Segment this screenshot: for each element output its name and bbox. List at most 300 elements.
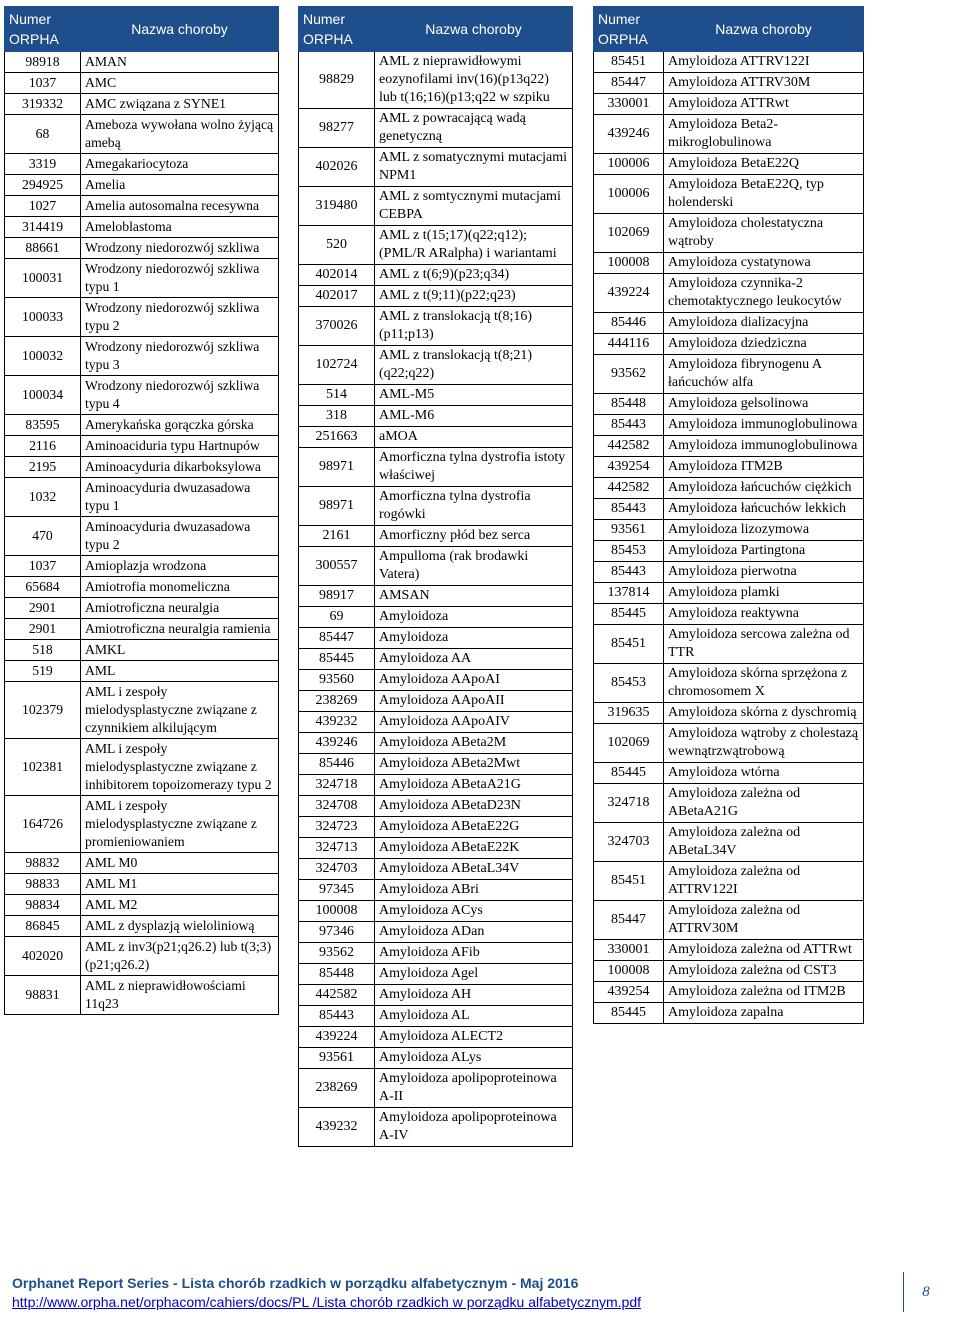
disease-name: Amyloidoza skórna sprzężona z chromosomem X: [664, 664, 864, 703]
table-row: [594, 73, 864, 94]
disease-name: Amyloidoza wątroby z cholestazą wewnątrzwątrobową: [664, 724, 864, 763]
orpha-number: 68: [5, 115, 81, 154]
disease-name: AMAN: [81, 52, 279, 73]
table-row: [299, 307, 573, 346]
orpha-number: 2901: [5, 619, 81, 640]
disease-name: Amiotrofia monomeliczna: [81, 577, 279, 598]
table-row: [299, 586, 573, 607]
disease-name: Amyloidoza sercowa zależna od TTR: [664, 625, 864, 664]
table-row: [5, 115, 279, 154]
orpha-number: 164726: [5, 796, 81, 853]
disease-name: AML z inv3(p21;q26.2) lub t(3;3)(p21;q26.2): [81, 937, 279, 976]
orpha-number: 100034: [5, 376, 81, 415]
table-header: [299, 7, 573, 52]
table-row: [299, 286, 573, 307]
disease-name: Wrodzony niedorozwój szkliwa typu 4: [81, 376, 279, 415]
disease-name: Amyloidoza skórna z dyschromią: [664, 703, 864, 724]
table-column-2: [298, 6, 573, 1147]
orpha-number: 85443: [594, 499, 664, 520]
orpha-number: 100006: [594, 175, 664, 214]
orpha-number: 83595: [5, 415, 81, 436]
disease-name: Amyloidoza łańcuchów ciężkich: [664, 478, 864, 499]
orpha-number: 324718: [594, 784, 664, 823]
orpha-number: 85453: [594, 541, 664, 562]
table-row: [299, 265, 573, 286]
orpha-number: 402026: [299, 148, 375, 187]
table-row: [5, 457, 279, 478]
disease-name: Amyloidoza ABeta2M: [375, 733, 573, 754]
table-row: [594, 313, 864, 334]
orpha-number: 102069: [594, 724, 664, 763]
table-row: [594, 901, 864, 940]
disease-name: Amyloidoza Agel: [375, 964, 573, 985]
disease-name: AML i zespoły mielodysplastyczne związane z czynnikiem alkilującym: [81, 682, 279, 739]
orpha-number: 65684: [5, 577, 81, 598]
table-row: [594, 457, 864, 478]
table-row: [299, 52, 573, 109]
disease-name: Amyloidoza Partingtona: [664, 541, 864, 562]
disease-name: Amioplazja wrodzona: [81, 556, 279, 577]
table-row: [5, 217, 279, 238]
table-column-3: [593, 6, 864, 1024]
table-row: [299, 733, 573, 754]
table-row: [299, 817, 573, 838]
disease-table: [593, 6, 864, 1024]
disease-name: Amyloidoza zapalna: [664, 1003, 864, 1024]
table-row: [5, 259, 279, 298]
table-row: [594, 703, 864, 724]
disease-name: Amyloidoza ABeta2Mwt: [375, 754, 573, 775]
table-row: [594, 436, 864, 457]
table-row: [594, 415, 864, 436]
header-disease-name: Nazwa choroby: [375, 7, 573, 52]
disease-name: Amiotroficzna neuralgia ramienia: [81, 619, 279, 640]
orpha-number: 86845: [5, 916, 81, 937]
table-header: [594, 7, 864, 52]
disease-name: Amyloidoza BetaE22Q, typ holenderski: [664, 175, 864, 214]
disease-name: Amyloidoza ABetaE22G: [375, 817, 573, 838]
orpha-number: 314419: [5, 217, 81, 238]
disease-name: AML i zespoły mielodysplastyczne związane z inhibitorem topoizomerazy typu 2: [81, 739, 279, 796]
disease-name: Amyloidoza łańcuchów lekkich: [664, 499, 864, 520]
disease-name: AMC: [81, 73, 279, 94]
table-row: [594, 214, 864, 253]
disease-name: AMKL: [81, 640, 279, 661]
disease-name: Amyloidoza AApoAII: [375, 691, 573, 712]
table-row: [594, 154, 864, 175]
orpha-number: 319635: [594, 703, 664, 724]
table-row: [299, 226, 573, 265]
table-row: [5, 196, 279, 217]
orpha-number: 324723: [299, 817, 375, 838]
orpha-number: 98833: [5, 874, 81, 895]
header-disease-name: Nazwa choroby: [664, 7, 864, 52]
orpha-number: 324718: [299, 775, 375, 796]
disease-name: Amyloidoza immunoglobulinowa: [664, 436, 864, 457]
disease-name: AMSAN: [375, 586, 573, 607]
table-row: [594, 334, 864, 355]
disease-name: Amyloidoza plamki: [664, 583, 864, 604]
orpha-number: 85445: [299, 649, 375, 670]
orpha-number: 2116: [5, 436, 81, 457]
table-row: [299, 109, 573, 148]
orpha-number: 470: [5, 517, 81, 556]
table-row: [299, 922, 573, 943]
table-row: [5, 640, 279, 661]
table-row: [594, 94, 864, 115]
orpha-number: 444116: [594, 334, 664, 355]
disease-name: Amelia autosomalna recesywna: [81, 196, 279, 217]
orpha-number: 439224: [594, 274, 664, 313]
table-row: [5, 436, 279, 457]
disease-name: AML: [81, 661, 279, 682]
disease-name: AML z nieprawidłowościami 11q23: [81, 976, 279, 1015]
orpha-number: 85446: [594, 313, 664, 334]
orpha-number: 1037: [5, 73, 81, 94]
orpha-number: 137814: [594, 583, 664, 604]
table-row: [594, 862, 864, 901]
disease-name: Amyloidoza pierwotna: [664, 562, 864, 583]
orpha-number: 402014: [299, 265, 375, 286]
table-row: [299, 838, 573, 859]
table-row: [299, 187, 573, 226]
orpha-number: 519: [5, 661, 81, 682]
disease-name: Wrodzony niedorozwój szkliwa typu 2: [81, 298, 279, 337]
orpha-number: 520: [299, 226, 375, 265]
orpha-number: 2161: [299, 526, 375, 547]
table-row: [299, 427, 573, 448]
orpha-number: 85448: [594, 394, 664, 415]
orpha-number: 442582: [299, 985, 375, 1006]
disease-name: Ameboza wywołana wolno żyjącą amebą: [81, 115, 279, 154]
disease-name: Amyloidoza zależna od CST3: [664, 961, 864, 982]
orpha-number: 98918: [5, 52, 81, 73]
orpha-number: 85453: [594, 664, 664, 703]
orpha-number: 439232: [299, 712, 375, 733]
table-row: [594, 961, 864, 982]
table-row: [594, 115, 864, 154]
orpha-number: 97345: [299, 880, 375, 901]
table-row: [5, 517, 279, 556]
disease-name: Amelia: [81, 175, 279, 196]
disease-name: Amorficzny płód bez serca: [375, 526, 573, 547]
disease-name: Amyloidoza: [375, 607, 573, 628]
table-row: [5, 415, 279, 436]
disease-name: Amyloidoza ABri: [375, 880, 573, 901]
orpha-number: 85448: [299, 964, 375, 985]
disease-name: AML z nieprawidłowymi eozynofilami inv(16)(p13q22) lub t(16;16)(p13;q22 w szpiku: [375, 52, 573, 109]
disease-name: AML z somatycznymi mutacjami NPM1: [375, 148, 573, 187]
disease-name: AML i zespoły mielodysplastyczne związane z promieniowaniem: [81, 796, 279, 853]
orpha-number: 1037: [5, 556, 81, 577]
table-row: [299, 448, 573, 487]
orpha-number: 98831: [5, 976, 81, 1015]
table-row: [299, 985, 573, 1006]
disease-name: AMC związana z SYNE1: [81, 94, 279, 115]
table-row: [5, 682, 279, 739]
table-row: [5, 94, 279, 115]
orpha-number: 102724: [299, 346, 375, 385]
disease-name: Amyloidoza wtórna: [664, 763, 864, 784]
orpha-number: 100033: [5, 298, 81, 337]
disease-name: Amiotroficzna neuralgia: [81, 598, 279, 619]
disease-name: Amyloidoza reaktywna: [664, 604, 864, 625]
orpha-number: 238269: [299, 1069, 375, 1108]
disease-name: Amyloidoza Beta2-mikroglobulinowa: [664, 115, 864, 154]
table-row: [5, 796, 279, 853]
table-row: [594, 562, 864, 583]
disease-name: Wrodzony niedorozwój szkliwa typu 3: [81, 337, 279, 376]
table-row: [5, 853, 279, 874]
orpha-number: 85451: [594, 52, 664, 73]
orpha-number: 98971: [299, 487, 375, 526]
orpha-number: 518: [5, 640, 81, 661]
table-row: [5, 874, 279, 895]
orpha-number: 98832: [5, 853, 81, 874]
orpha-number: 319480: [299, 187, 375, 226]
disease-name: Wrodzony niedorozwój szkliwa: [81, 238, 279, 259]
disease-name: Amyloidoza ACys: [375, 901, 573, 922]
orpha-number: 439224: [299, 1027, 375, 1048]
disease-name: Amyloidoza ABetaA21G: [375, 775, 573, 796]
disease-name: Amyloidoza immunoglobulinowa: [664, 415, 864, 436]
orpha-number: 514: [299, 385, 375, 406]
table-row: [5, 52, 279, 73]
header-orpha-number: Numer ORPHA: [299, 7, 375, 52]
orpha-number: 439254: [594, 982, 664, 1003]
orpha-number: 100008: [594, 961, 664, 982]
table-row: [299, 148, 573, 187]
disease-name: Aminoacyduria dwuzasadowa typu 1: [81, 478, 279, 517]
table-row: [299, 1048, 573, 1069]
orpha-number: 85443: [594, 415, 664, 436]
table-row: [5, 73, 279, 94]
header-disease-name: Nazwa choroby: [81, 7, 279, 52]
table-row: [5, 298, 279, 337]
table-row: [594, 784, 864, 823]
orpha-number: 98971: [299, 448, 375, 487]
disease-name: Amyloidoza apolipoproteinowa A-II: [375, 1069, 573, 1108]
orpha-number: 85445: [594, 1003, 664, 1024]
orpha-number: 324703: [594, 823, 664, 862]
disease-name: Amyloidoza ABetaD23N: [375, 796, 573, 817]
page-footer: [12, 1272, 948, 1314]
table-row: [299, 796, 573, 817]
footer-link[interactable]: http://www.orpha.net/orphacom/cahiers/docs/PL /Lista chorób rzadkich w porządku alfabetycznym.pdf: [12, 1294, 642, 1310]
disease-name: Amegakariocytoza: [81, 154, 279, 175]
orpha-number: 100032: [5, 337, 81, 376]
disease-name: Amyloidoza zależna od ITM2B: [664, 982, 864, 1003]
table-row: [5, 577, 279, 598]
disease-name: aMOA: [375, 427, 573, 448]
orpha-number: 402017: [299, 286, 375, 307]
table-row: [5, 661, 279, 682]
disease-name: Amyloidoza czynnika-2 chemotaktycznego leukocytów: [664, 274, 864, 313]
orpha-number: 324708: [299, 796, 375, 817]
orpha-number: 100008: [299, 901, 375, 922]
disease-name: Amyloidoza ABetaL34V: [375, 859, 573, 880]
disease-name: AML-M5: [375, 385, 573, 406]
disease-name: Amyloidoza ALys: [375, 1048, 573, 1069]
table-row: [299, 649, 573, 670]
disease-name: AML M0: [81, 853, 279, 874]
disease-name: AML z powracającą wadą genetyczną: [375, 109, 573, 148]
disease-name: AML z translokacją t(8;16)(p11;p13): [375, 307, 573, 346]
table-row: [299, 943, 573, 964]
table-row: [5, 376, 279, 415]
orpha-number: 370026: [299, 307, 375, 346]
table-row: [594, 520, 864, 541]
table-row: [594, 355, 864, 394]
table-row: [5, 916, 279, 937]
orpha-number: 102069: [594, 214, 664, 253]
orpha-number: 324703: [299, 859, 375, 880]
orpha-number: 1027: [5, 196, 81, 217]
orpha-number: 442582: [594, 436, 664, 457]
orpha-number: 319332: [5, 94, 81, 115]
disease-name: Ampulloma (rak brodawki Vatera): [375, 547, 573, 586]
disease-name: Amorficzna tylna dystrofia rogówki: [375, 487, 573, 526]
orpha-number: 85451: [594, 862, 664, 901]
table-row: [5, 598, 279, 619]
orpha-number: 318: [299, 406, 375, 427]
orpha-number: 102381: [5, 739, 81, 796]
orpha-number: 100031: [5, 259, 81, 298]
disease-name: Amyloidoza ADan: [375, 922, 573, 943]
orpha-number: 85451: [594, 625, 664, 664]
table-row: [299, 628, 573, 649]
table-row: [299, 385, 573, 406]
orpha-number: 439246: [594, 115, 664, 154]
table-row: [594, 175, 864, 214]
table-row: [299, 487, 573, 526]
table-row: [5, 478, 279, 517]
disease-name: AML-M6: [375, 406, 573, 427]
table-row: [299, 880, 573, 901]
table-row: [5, 238, 279, 259]
table-row: [5, 337, 279, 376]
orpha-number: 251663: [299, 427, 375, 448]
orpha-number: 98829: [299, 52, 375, 109]
table-row: [5, 976, 279, 1015]
disease-name: Amyloidoza zależna od ATTRV30M: [664, 901, 864, 940]
orpha-number: 85445: [594, 763, 664, 784]
disease-name: Aminoacyduria dikarboksylowa: [81, 457, 279, 478]
disease-name: Amyloidoza apolipoproteinowa A-IV: [375, 1108, 573, 1147]
orpha-number: 1032: [5, 478, 81, 517]
disease-name: Amyloidoza: [375, 628, 573, 649]
orpha-number: 2901: [5, 598, 81, 619]
orpha-number: 238269: [299, 691, 375, 712]
disease-name: Amyloidoza AApoAIV: [375, 712, 573, 733]
disease-name: Amyloidoza ABetaE22K: [375, 838, 573, 859]
table-row: [299, 859, 573, 880]
table-row: [299, 526, 573, 547]
table-row: [594, 253, 864, 274]
table-row: [299, 406, 573, 427]
disease-name: Amyloidoza gelsolinowa: [664, 394, 864, 415]
orpha-number: 402020: [5, 937, 81, 976]
orpha-number: 439254: [594, 457, 664, 478]
table-row: [594, 541, 864, 562]
table-row: [299, 712, 573, 733]
table-row: [5, 556, 279, 577]
orpha-number: 98917: [299, 586, 375, 607]
orpha-number: 93562: [299, 943, 375, 964]
table-row: [594, 583, 864, 604]
orpha-number: 102379: [5, 682, 81, 739]
disease-name: Amyloidoza AA: [375, 649, 573, 670]
orpha-number: 85443: [299, 1006, 375, 1027]
table-row: [594, 625, 864, 664]
orpha-number: 100006: [594, 154, 664, 175]
disease-name: Amyloidoza ATTRV30M: [664, 73, 864, 94]
table-row: [5, 154, 279, 175]
orpha-number: 93561: [299, 1048, 375, 1069]
disease-name: Amyloidoza zależna od ATTRV122I: [664, 862, 864, 901]
disease-name: AML z t(6;9)(p23;q34): [375, 265, 573, 286]
table-row: [299, 1027, 573, 1048]
table-row: [594, 724, 864, 763]
disease-name: Amyloidoza cystatynowa: [664, 253, 864, 274]
orpha-number: 324713: [299, 838, 375, 859]
table-row: [5, 895, 279, 916]
orpha-number: 294925: [5, 175, 81, 196]
disease-name: Amyloidoza ATTRwt: [664, 94, 864, 115]
table-row: [594, 664, 864, 703]
disease-name: Amyloidoza dializacyjna: [664, 313, 864, 334]
disease-name: Amyloidoza zależna od ABetaL34V: [664, 823, 864, 862]
table-row: [594, 478, 864, 499]
table-row: [299, 1069, 573, 1108]
table-row: [5, 619, 279, 640]
disease-name: Amyloidoza AApoAI: [375, 670, 573, 691]
disease-name: Amyloidoza cholestatyczna wątroby: [664, 214, 864, 253]
orpha-number: 69: [299, 607, 375, 628]
disease-name: Aminoacyduria dwuzasadowa typu 2: [81, 517, 279, 556]
table-row: [299, 670, 573, 691]
orpha-number: 97346: [299, 922, 375, 943]
header-orpha-number: Numer ORPHA: [594, 7, 664, 52]
disease-name: Amyloidoza lizozymowa: [664, 520, 864, 541]
disease-name: Amyloidoza AFib: [375, 943, 573, 964]
orpha-number: 93562: [594, 355, 664, 394]
orpha-number: 98834: [5, 895, 81, 916]
orpha-number: 85445: [594, 604, 664, 625]
table-row: [299, 547, 573, 586]
table-row: [299, 1108, 573, 1147]
orpha-number: 439246: [299, 733, 375, 754]
table-row: [299, 754, 573, 775]
orpha-number: 93560: [299, 670, 375, 691]
orpha-number: 85446: [299, 754, 375, 775]
table-column-1: [4, 6, 279, 1015]
table-row: [299, 607, 573, 628]
disease-table: [4, 6, 279, 1015]
orpha-number: 330001: [594, 940, 664, 961]
disease-name: Amyloidoza ITM2B: [664, 457, 864, 478]
table-row: [594, 1003, 864, 1024]
orpha-number: 88661: [5, 238, 81, 259]
disease-name: Amyloidoza zależna od ABetaA21G: [664, 784, 864, 823]
table-row: [5, 739, 279, 796]
disease-name: Amyloidoza zależna od ATTRwt: [664, 940, 864, 961]
disease-name: Wrodzony niedorozwój szkliwa typu 1: [81, 259, 279, 298]
table-row: [594, 274, 864, 313]
disease-name: Amyloidoza BetaE22Q: [664, 154, 864, 175]
disease-name: Aminoaciduria typu Hartnupów: [81, 436, 279, 457]
disease-name: AML z dysplazją wieloliniową: [81, 916, 279, 937]
